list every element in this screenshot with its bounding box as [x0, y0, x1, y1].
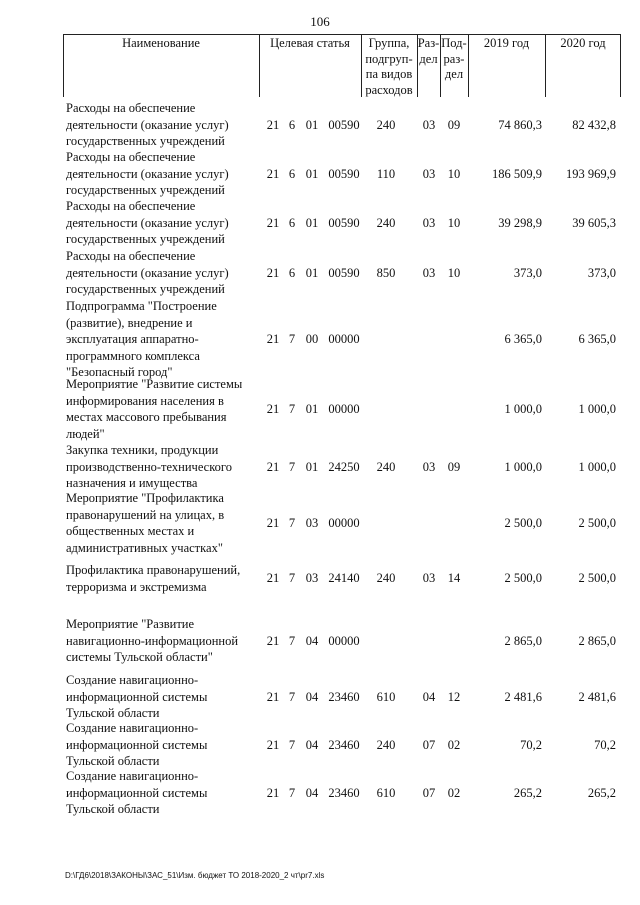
- target-code-direction: 23460: [328, 737, 360, 752]
- value-2019: 70,2: [520, 737, 542, 752]
- value-2020: 6 365,0: [578, 332, 616, 346]
- value-2020: 2 500,0: [578, 571, 616, 586]
- table-row: [0, 248, 640, 298]
- row-name: [66, 442, 266, 492]
- table-row: [0, 149, 640, 199]
- value-2020: 265,2: [587, 785, 616, 800]
- row-name-line: Профилактика правонарушений,: [66, 563, 241, 577]
- row-name: [66, 768, 266, 818]
- row-name-line: Расходы на обеспечение: [66, 199, 196, 213]
- target-code-event: 01: [305, 401, 319, 416]
- value-2019: 186 509,9: [492, 166, 542, 181]
- row-name-line: назначения и имущества: [66, 476, 198, 490]
- value-2019: 265,2: [513, 785, 542, 800]
- value-2020: 39 605,3: [572, 215, 616, 230]
- header-subsection-line: дел: [444, 67, 464, 81]
- row-name-line: программного комплекса: [66, 348, 200, 363]
- subsection-code: 02: [447, 785, 461, 800]
- target-code-program: 21: [266, 166, 280, 181]
- target-code-subprogram: 7: [288, 785, 296, 800]
- header-target: Целевая статья: [270, 36, 350, 50]
- section-code: 03: [422, 117, 436, 132]
- row-name-line: эксплуатация аппаратно-: [66, 332, 199, 346]
- target-code-direction: 00000: [328, 515, 360, 530]
- target-code-direction: 00590: [328, 265, 360, 280]
- table-row: [0, 616, 640, 666]
- target-code-direction: 00590: [328, 215, 360, 230]
- row-name: [66, 198, 266, 248]
- target-code-direction: 24250: [328, 459, 360, 474]
- header-section-line: дел: [419, 51, 438, 66]
- target-code-subprogram: 6: [288, 215, 296, 230]
- row-name-line: государственных учреждений: [66, 183, 225, 197]
- target-code-direction: 00000: [328, 633, 360, 648]
- value-2020: 82 432,8: [572, 117, 616, 132]
- section-code: 04: [422, 689, 436, 704]
- row-name-line: государственных учреждений: [66, 282, 225, 296]
- header-2019: 2019 год: [483, 36, 530, 50]
- target-code-direction: 23460: [328, 785, 360, 800]
- target-code-subprogram: 7: [288, 571, 296, 586]
- row-name-line: Мероприятие "Развитие системы: [66, 377, 243, 391]
- table-row: [0, 298, 640, 381]
- value-2019: 2 500,0: [504, 571, 542, 586]
- row-name-line: информирования населения в: [66, 393, 224, 408]
- table-header: [63, 34, 621, 97]
- row-name-line: (развитие), внедрение и: [66, 315, 193, 330]
- subsection-code: 10: [447, 265, 461, 280]
- value-2020: 70,2: [594, 737, 616, 752]
- row-name: [66, 100, 266, 150]
- header-group-line: подгруп-: [365, 51, 413, 66]
- value-2020: 373,0: [587, 265, 616, 280]
- table-row: [0, 100, 640, 150]
- expense-group: 240: [376, 215, 396, 230]
- row-name-line: Мероприятие "Профилактика: [66, 491, 224, 505]
- target-code-direction: 00590: [328, 117, 360, 132]
- table-row: [0, 672, 640, 722]
- row-name-line: Создание навигационно-: [66, 769, 199, 783]
- row-name-line: административных участках": [66, 540, 223, 555]
- subsection-code: 09: [447, 459, 461, 474]
- row-name-line: информационной системы: [66, 737, 208, 752]
- target-code-event: 04: [305, 633, 319, 648]
- value-2020: 2 500,0: [578, 515, 616, 530]
- row-name-line: Создание навигационно-: [66, 721, 199, 735]
- row-name: [66, 562, 266, 595]
- table-row: [0, 768, 640, 818]
- target-code-event: 01: [305, 117, 319, 132]
- row-name-line: деятельности (оказание услуг): [66, 117, 229, 132]
- target-code-event: 01: [305, 166, 319, 181]
- row-name-line: Расходы на обеспечение: [66, 150, 196, 164]
- header-group-line: расходов: [365, 82, 413, 97]
- target-code-program: 21: [266, 265, 280, 280]
- section-code: 03: [422, 166, 436, 181]
- target-code-subprogram: 7: [288, 515, 296, 530]
- header-section-line: Раз-: [417, 36, 440, 50]
- header-subsection: [440, 36, 468, 83]
- file-path-footer: D:\ГД6\2018\ЗАКОНЫ\ЗАС_51\Изм. бюджет ТО 2018-2020_2 чт\рr7.xls: [65, 871, 325, 880]
- target-code-direction: 00000: [328, 401, 360, 416]
- expense-group: 850: [376, 265, 396, 280]
- target-code-direction: 00000: [328, 332, 360, 346]
- row-name-line: терроризма и экстремизма: [66, 579, 207, 594]
- subsection-code: 14: [447, 571, 461, 586]
- target-code-program: 21: [266, 332, 280, 346]
- target-code-event: 01: [305, 265, 319, 280]
- expense-group: 240: [376, 459, 396, 474]
- target-code-program: 21: [266, 401, 280, 416]
- table-row: [0, 562, 640, 595]
- header-group-line: па видов: [365, 67, 413, 81]
- row-name-line: Расходы на обеспечение: [66, 101, 196, 115]
- value-2020: 2 865,0: [578, 633, 616, 648]
- value-2020: 193 969,9: [566, 166, 616, 181]
- row-name-line: Подпрограмма "Построение: [66, 299, 217, 313]
- table-row: [0, 720, 640, 770]
- target-code-program: 21: [266, 737, 280, 752]
- target-code-subprogram: 7: [288, 633, 296, 648]
- table-row: [0, 442, 640, 492]
- target-code-event: 01: [305, 215, 319, 230]
- target-code-event: 03: [305, 515, 319, 530]
- section-code: 03: [422, 571, 436, 586]
- expense-group: 610: [376, 689, 396, 704]
- row-name-line: Расходы на обеспечение: [66, 249, 196, 263]
- subsection-code: 10: [447, 215, 461, 230]
- row-name-line: Создание навигационно-: [66, 673, 199, 687]
- target-code-event: 04: [305, 737, 319, 752]
- expense-group: 240: [376, 737, 396, 752]
- row-name: [66, 298, 266, 381]
- header-group: [361, 36, 417, 98]
- row-name-line: общественных местах и: [66, 524, 195, 538]
- value-2019: 2 865,0: [504, 633, 542, 648]
- value-2019: 6 365,0: [504, 332, 542, 346]
- row-name-line: Закупка техники, продукции: [66, 443, 219, 457]
- row-name-line: деятельности (оказание услуг): [66, 265, 229, 280]
- target-code-subprogram: 6: [288, 265, 296, 280]
- subsection-code: 02: [447, 737, 461, 752]
- row-name-line: Тульской области: [66, 706, 160, 720]
- table-row: [0, 490, 640, 556]
- row-name-line: системы Тульской области": [66, 650, 213, 664]
- row-name-line: государственных учреждений: [66, 134, 225, 148]
- target-code-program: 21: [266, 571, 280, 586]
- target-code-program: 21: [266, 515, 280, 530]
- header-subsection-line: Под-: [441, 36, 467, 50]
- header-group-line: Группа,: [368, 36, 410, 50]
- target-code-subprogram: 7: [288, 737, 296, 752]
- target-code-direction: 24140: [328, 571, 360, 586]
- row-name-line: производственно-технического: [66, 459, 232, 474]
- value-2019: 1 000,0: [504, 459, 542, 474]
- row-name-line: деятельности (оказание услуг): [66, 215, 229, 230]
- section-code: 07: [422, 737, 436, 752]
- row-name-line: местах массового пребывания: [66, 410, 227, 424]
- row-name-line: деятельности (оказание услуг): [66, 166, 229, 181]
- target-code-program: 21: [266, 117, 280, 132]
- target-code-subprogram: 7: [288, 401, 296, 416]
- expense-group: 240: [376, 571, 396, 586]
- target-code-event: 04: [305, 785, 319, 800]
- value-2019: 373,0: [513, 265, 542, 280]
- row-name: [66, 149, 266, 199]
- target-code-subprogram: 7: [288, 689, 296, 704]
- subsection-code: 10: [447, 166, 461, 181]
- row-name: [66, 248, 266, 298]
- target-code-program: 21: [266, 459, 280, 474]
- expense-group: 240: [376, 117, 396, 132]
- row-name: [66, 720, 266, 770]
- row-name: [66, 672, 266, 722]
- row-name-line: Тульской области: [66, 802, 160, 816]
- target-code-subprogram: 6: [288, 166, 296, 181]
- value-2020: 1 000,0: [578, 401, 616, 416]
- target-code-program: 21: [266, 633, 280, 648]
- row-name: [66, 490, 266, 556]
- subsection-code: 09: [447, 117, 461, 132]
- target-code-event: 00: [305, 332, 319, 346]
- row-name-line: Тульской области: [66, 754, 160, 768]
- row-name-line: государственных учреждений: [66, 232, 225, 246]
- header-section: [417, 36, 440, 67]
- row-name-line: Мероприятие "Развитие: [66, 617, 195, 631]
- target-code-program: 21: [266, 785, 280, 800]
- value-2019: 39 298,9: [498, 215, 542, 230]
- table-row: [0, 376, 640, 442]
- target-code-program: 21: [266, 215, 280, 230]
- section-code: 03: [422, 265, 436, 280]
- section-code: 03: [422, 459, 436, 474]
- value-2020: 1 000,0: [578, 459, 616, 474]
- header-name: Наименование: [122, 36, 200, 50]
- target-code-event: 04: [305, 689, 319, 704]
- row-name-line: информационной системы: [66, 785, 208, 800]
- target-code-event: 01: [305, 459, 319, 474]
- target-code-direction: 23460: [328, 689, 360, 704]
- row-name: [66, 376, 266, 442]
- value-2019: 74 860,3: [498, 117, 542, 132]
- target-code-program: 21: [266, 689, 280, 704]
- target-code-subprogram: 7: [288, 459, 296, 474]
- table-row: [0, 198, 640, 248]
- section-code: 03: [422, 215, 436, 230]
- page-number: 106: [310, 14, 330, 29]
- section-code: 07: [422, 785, 436, 800]
- subsection-code: 12: [447, 689, 461, 704]
- expense-group: 110: [376, 166, 396, 181]
- row-name-line: правонарушений на улицах, в: [66, 507, 225, 522]
- row-name-line: навигационно-информационной: [66, 633, 239, 648]
- header-2020: 2020 год: [560, 36, 606, 50]
- row-name: [66, 616, 266, 666]
- value-2019: 2 500,0: [504, 515, 542, 530]
- target-code-direction: 00590: [328, 166, 360, 181]
- header-subsection-line: раз-: [443, 51, 465, 66]
- value-2020: 2 481,6: [578, 689, 616, 704]
- expense-group: 610: [376, 785, 396, 800]
- value-2019: 2 481,6: [504, 689, 542, 704]
- row-name-line: людей": [66, 426, 105, 441]
- value-2019: 1 000,0: [504, 401, 542, 416]
- target-code-subprogram: 7: [288, 332, 296, 346]
- row-name-line: "Безопасный город": [66, 365, 173, 379]
- target-code-subprogram: 6: [288, 117, 296, 132]
- target-code-event: 03: [305, 571, 319, 586]
- row-name-line: информационной системы: [66, 689, 208, 704]
